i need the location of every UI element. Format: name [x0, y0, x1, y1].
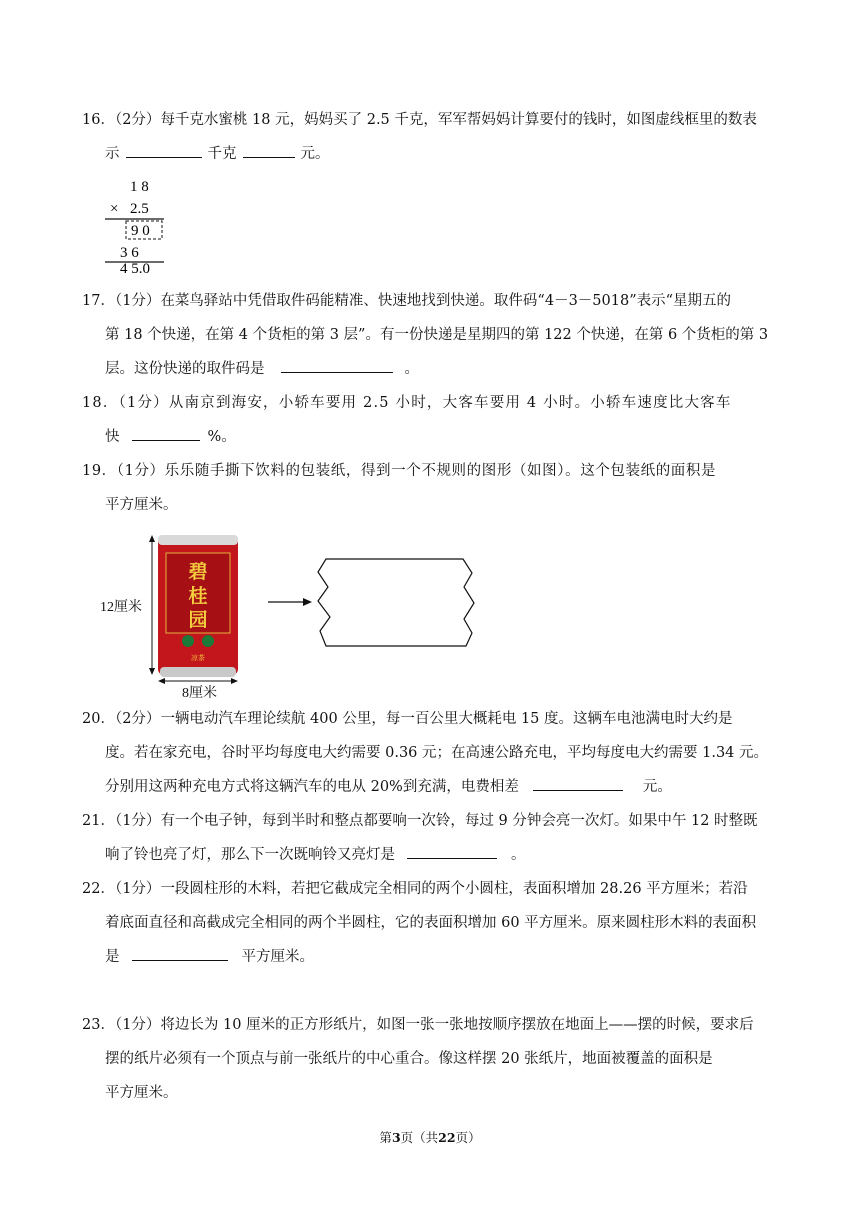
footer-text: 页） — [455, 1130, 481, 1145]
calc-row-3: 9 0 — [131, 223, 150, 239]
question-text: 层。这份快递的取件码是 — [105, 361, 265, 377]
calc-times-sign: × — [110, 201, 119, 217]
question-number: 23． — [82, 1017, 115, 1033]
page-footer — [0, 1128, 860, 1146]
question-number: 19． — [82, 463, 117, 479]
question-points: （2分） — [114, 112, 161, 128]
question-text: 着底面直径和高截成完全相同的两个半圆柱，它的表面积增加 60 平方厘米。原来圆柱形木料的表面积 — [105, 915, 757, 931]
question-text: 将边长为 10 厘米的正方形纸片，如图一张一张地按顺序摆放在地面上——摆的时候，要求后 — [160, 1017, 754, 1033]
arrow-right-icon — [231, 678, 238, 684]
question-text: 度。若在家充电，谷时平均每度电大约需要 0.36 元；在高速公路充电，平均每度电大约需要 1.34 元。 — [105, 745, 769, 761]
question-text: 平方厘米。 — [105, 497, 178, 513]
question-text: 每千克水蜜桃 18 元，妈妈买了 2.5 千克，军军帮妈妈计算要付的钱时，如图虚线框里的数表 — [160, 112, 757, 128]
question-number: 17． — [82, 293, 115, 309]
calc-row-5: 4 5.0 — [120, 261, 150, 274]
question-text: 一辆电动汽车理论续航 400 公里，每一百公里大概耗电 15 度。这辆车电池满电时大约是 — [160, 711, 733, 727]
can-brand-char: 园 — [188, 609, 208, 631]
question-text: 第 18 个快递，在第 4 个货柜的第 3 层”。有一份快递是星期四的第 122 个快递，在第 6 个货柜的第 3 — [105, 327, 769, 343]
question-number: 16． — [82, 112, 115, 128]
question-22 — [82, 872, 782, 974]
question-text: 元。 — [300, 146, 330, 162]
can-brand-char: 碧 — [188, 561, 208, 583]
question-text: 分别用这两种充电方式将这辆汽车的电从 20%到充满，电费相差 — [105, 779, 519, 795]
question-text: 平方厘米。 — [241, 949, 314, 965]
question-number: 21． — [82, 813, 115, 829]
width-label: 8厘米 — [182, 686, 217, 700]
footer-text: 第 — [379, 1130, 392, 1145]
question-points: （1分） — [114, 881, 161, 897]
multiplication-figure — [100, 174, 180, 274]
arrow-right-icon — [303, 598, 312, 606]
answer-blank[interactable] — [243, 141, 295, 158]
question-number: 22． — [82, 881, 115, 897]
question-text: 平方厘米。 — [105, 1085, 178, 1101]
question-text: 。 — [404, 361, 419, 377]
question-19 — [82, 454, 782, 522]
height-label: 12厘米 — [100, 600, 142, 615]
question-points: （1分） — [118, 395, 169, 411]
question-text: 摆的纸片必须有一个顶点与前一张纸片的中心重合。像这样摆 20 张纸片，地面被覆盖的面积是 — [105, 1051, 713, 1067]
can-bottom — [160, 667, 236, 677]
question-text: 快 — [105, 429, 120, 445]
page-total: 22 — [438, 1130, 456, 1145]
calc-row-1: 1 8 — [130, 179, 149, 195]
can-subtitle: 凉茶 — [191, 654, 205, 662]
question-points: （1分） — [114, 813, 161, 829]
question-text: 是 — [105, 949, 120, 965]
answer-blank[interactable] — [407, 842, 497, 859]
question-text: 响了铃也亮了灯，那么下一次既响铃又亮灯是 — [105, 847, 395, 863]
arrow-down-icon — [149, 668, 155, 675]
unrolled-wrapper-shape — [318, 559, 474, 646]
question-18 — [82, 386, 782, 454]
question-text: 示 — [105, 146, 120, 162]
question-number: 20． — [82, 711, 115, 727]
question-text: 元。 — [642, 779, 672, 795]
question-20 — [82, 702, 782, 804]
question-text: 有一个电子钟，每到半时和整点都要响一次铃，每过 9 分钟会亮一次灯。如果中午 12 时整既 — [160, 813, 758, 829]
answer-blank[interactable] — [126, 141, 202, 158]
question-number: 18． — [82, 395, 119, 411]
question-text: 从南京到海安，小轿车要用 2.5 小时，大客车要用 4 小时。小轿车速度比大客车 — [168, 395, 732, 411]
page-number: 3 — [391, 1130, 401, 1145]
question-16 — [82, 103, 782, 171]
arrow-up-icon — [149, 535, 155, 542]
question-text: %。 — [207, 429, 236, 445]
question-text: 一段圆柱形的木料，若把它截成完全相同的两个小圆柱，表面积增加 28.26 平方厘米；若沿 — [160, 881, 748, 897]
answer-blank[interactable] — [132, 424, 200, 441]
calc-row-4: 3 6 — [120, 245, 139, 261]
question-23 — [82, 1008, 782, 1110]
question-points: （2分） — [114, 711, 161, 727]
question-text: 。 — [511, 847, 526, 863]
answer-blank[interactable] — [533, 774, 623, 791]
arrow-left-icon — [158, 678, 165, 684]
question-points: （1分） — [114, 1017, 161, 1033]
can-wrapper-figure — [98, 525, 488, 700]
calc-row-2: 2.5 — [130, 201, 149, 217]
can-emblem — [182, 635, 194, 647]
answer-blank[interactable] — [281, 356, 393, 373]
question-points: （1分） — [116, 463, 165, 479]
question-text: 乐乐随手撕下饮料的包装纸，得到一个不规则的图形（如图）。这个包装纸的面积是 — [164, 463, 717, 479]
can-emblem — [202, 635, 214, 647]
footer-text: 页（共 — [400, 1130, 439, 1145]
question-text: 在菜鸟驿站中凭借取件码能精准、快速地找到快递。取件码“4－3－5018”表示“星期五的 — [160, 293, 732, 309]
question-points: （1分） — [114, 293, 161, 309]
answer-blank[interactable] — [132, 944, 228, 961]
can-brand-char: 桂 — [188, 585, 208, 607]
question-text: 千克 — [207, 146, 237, 162]
question-17 — [82, 284, 782, 386]
question-21 — [82, 804, 782, 872]
can-lid — [158, 535, 238, 545]
